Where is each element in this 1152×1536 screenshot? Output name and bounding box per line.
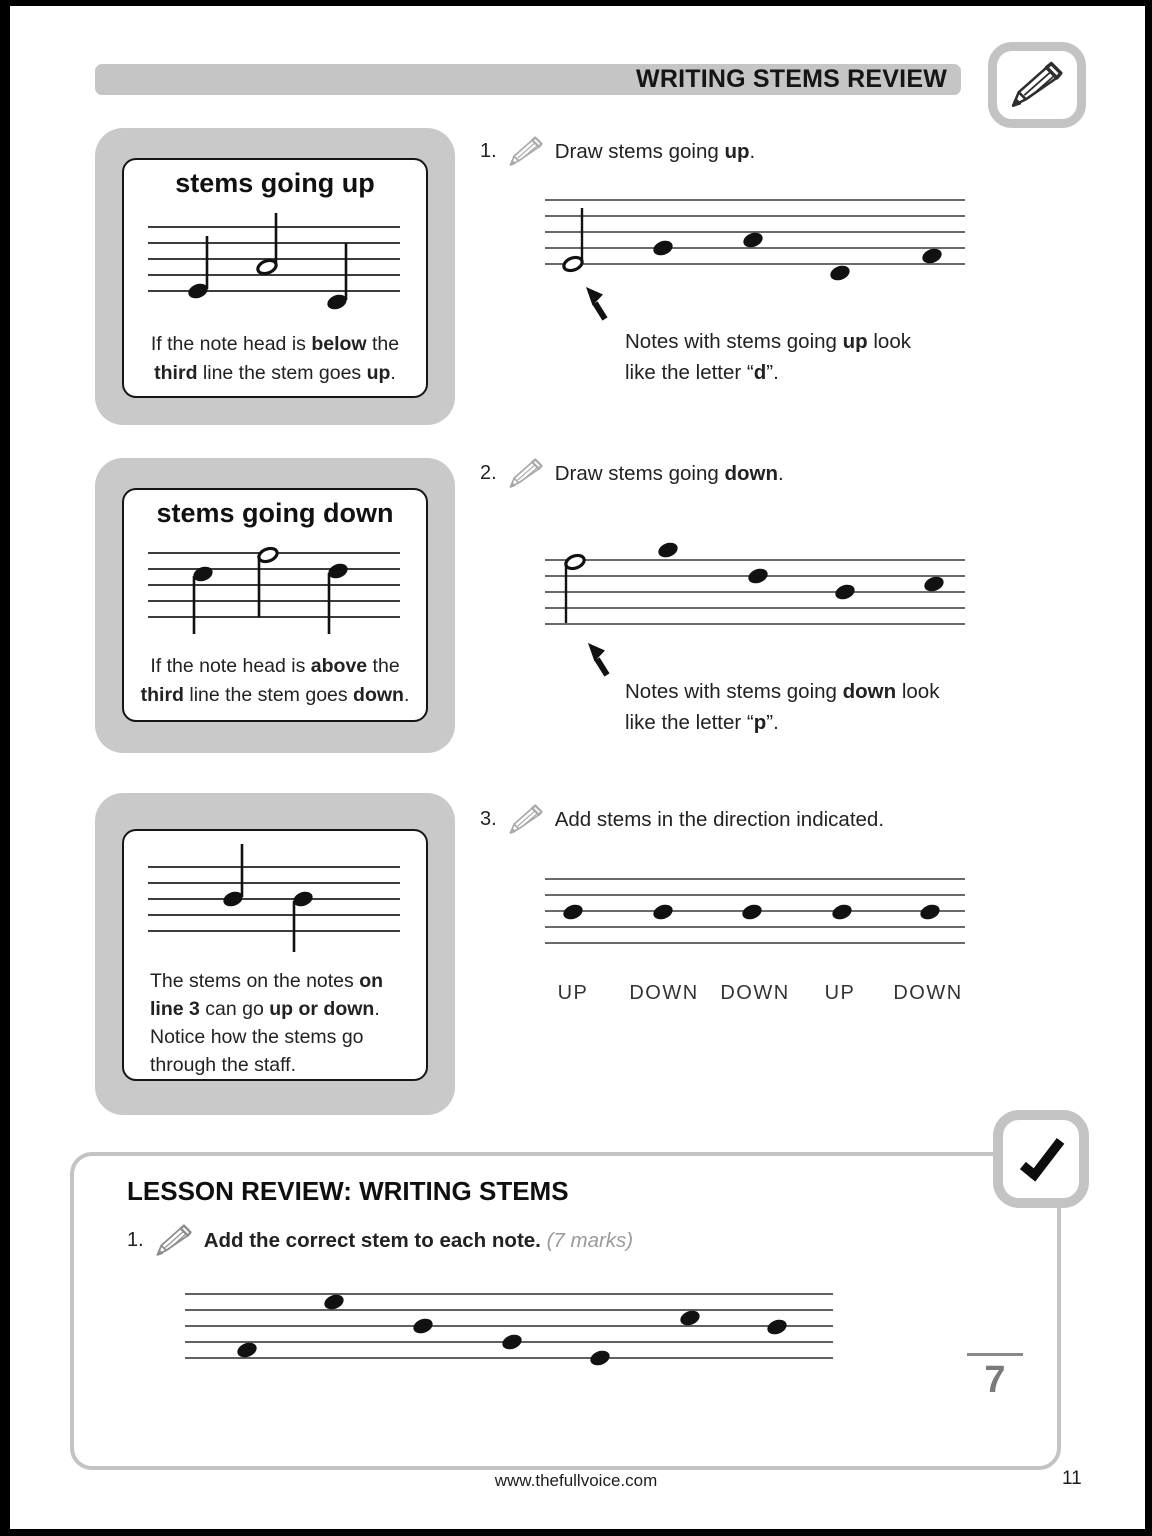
exercise-number: 3. [480, 808, 497, 830]
staff-lines [545, 560, 965, 624]
note-head-open [564, 553, 586, 571]
info-caption: If the note head is below the third line the stem goes up. [150, 333, 400, 384]
page-edge-bottom [0, 1529, 1152, 1536]
pencil-icon [508, 136, 544, 167]
note-head [830, 902, 854, 922]
exercise-prompt-text: Draw stems going down. [554, 461, 784, 485]
direction-label: DOWN [893, 982, 963, 1004]
staff-stems-up [148, 208, 400, 326]
note-head [322, 1292, 346, 1312]
note-head [235, 1340, 259, 1360]
page-edge-top [0, 0, 1152, 6]
note-head [922, 574, 946, 594]
info-caption: If the note head is above the third line the stem goes down. [140, 655, 410, 706]
note-head-open [562, 255, 584, 273]
staff-exercise-1 [545, 180, 965, 285]
note-head-open [257, 546, 279, 564]
score-line [967, 1353, 1023, 1356]
review-item-text: Add the correct stem to each note. (7 marks) [203, 1228, 634, 1252]
note-head [651, 902, 675, 922]
lesson-review-title: LESSON REVIEW: WRITING STEMS [127, 1176, 569, 1206]
note-head [765, 1317, 789, 1337]
direction-label: UP [557, 982, 589, 1004]
staff-lines [148, 553, 400, 617]
header-bar [95, 64, 961, 95]
note-head [656, 540, 680, 560]
info-card-title: stems going down [156, 498, 394, 528]
arrow-icon [583, 284, 613, 324]
note-head [411, 1316, 435, 1336]
pencil-icon [508, 804, 544, 835]
pencil-icon [155, 1224, 193, 1257]
note-head [828, 263, 852, 283]
staff-stems-down [148, 545, 400, 645]
note-head [833, 582, 857, 602]
exercise-1-note: Notes with stems going up look like the letter “d”. [625, 330, 911, 384]
staff-lines [148, 227, 400, 291]
info-card-stems-down [122, 488, 428, 722]
exercise-prompt-text: Draw stems going up. [554, 139, 756, 163]
note-head [561, 902, 585, 922]
staff-lines [148, 867, 400, 931]
exercise-number: 2. [480, 462, 497, 484]
direction-label: DOWN [720, 982, 790, 1004]
page-number: 11 [1062, 1468, 1082, 1489]
note-head [918, 902, 942, 922]
pencil-icon [1010, 61, 1064, 109]
pencil-icon [508, 458, 544, 489]
page-edge-right [1145, 0, 1152, 1536]
direction-label: UP [824, 982, 856, 1004]
exercise-1-prompt [480, 136, 755, 167]
info-card-line3 [122, 829, 428, 1081]
marks-label: (7 marks) [546, 1228, 634, 1252]
exercise-3-prompt [480, 804, 884, 835]
score-value: 7 [984, 1359, 1006, 1401]
note-head [651, 238, 675, 258]
info-box-line3 [95, 793, 455, 1115]
review-item [127, 1224, 633, 1257]
staff-exercise-2 [545, 540, 965, 640]
note-head [920, 246, 944, 266]
info-box-stems-up [95, 128, 455, 425]
note-head [500, 1332, 524, 1352]
info-caption: The stems on the notes on line 3 can go up or down. Notice how the stems go through the staff. [150, 970, 384, 1076]
exercise-number: 1. [127, 1229, 144, 1251]
direction-label: DOWN [629, 982, 699, 1004]
arrow-icon [585, 640, 615, 680]
staff-exercise-3 [545, 859, 965, 959]
exercise-2-prompt [480, 458, 784, 489]
checkmark-badge [993, 1110, 1089, 1208]
staff-line3 [148, 837, 400, 967]
staff-review [185, 1284, 833, 1368]
footer-url: www.thefullvoice.com [494, 1471, 658, 1490]
page-edge-left [0, 0, 10, 1536]
page-title: WRITING STEMS REVIEW [636, 65, 947, 93]
note-head [741, 230, 765, 250]
staff-lines [545, 200, 965, 264]
pencil-badge [988, 42, 1086, 128]
note-head [678, 1308, 702, 1328]
info-card-stems-up [122, 158, 428, 398]
note-head [588, 1348, 612, 1368]
exercise-number: 1. [480, 140, 497, 162]
note-head [746, 566, 770, 586]
info-card-title: stems going up [175, 168, 375, 198]
note-head [740, 902, 764, 922]
note-head-open [256, 258, 278, 276]
info-box-stems-down [95, 458, 455, 753]
exercise-2-note: Notes with stems going down look like the letter “p”. [625, 680, 940, 734]
exercise-prompt-text: Add stems in the direction indicated. [554, 807, 885, 831]
checkmark-icon [1012, 1130, 1070, 1188]
